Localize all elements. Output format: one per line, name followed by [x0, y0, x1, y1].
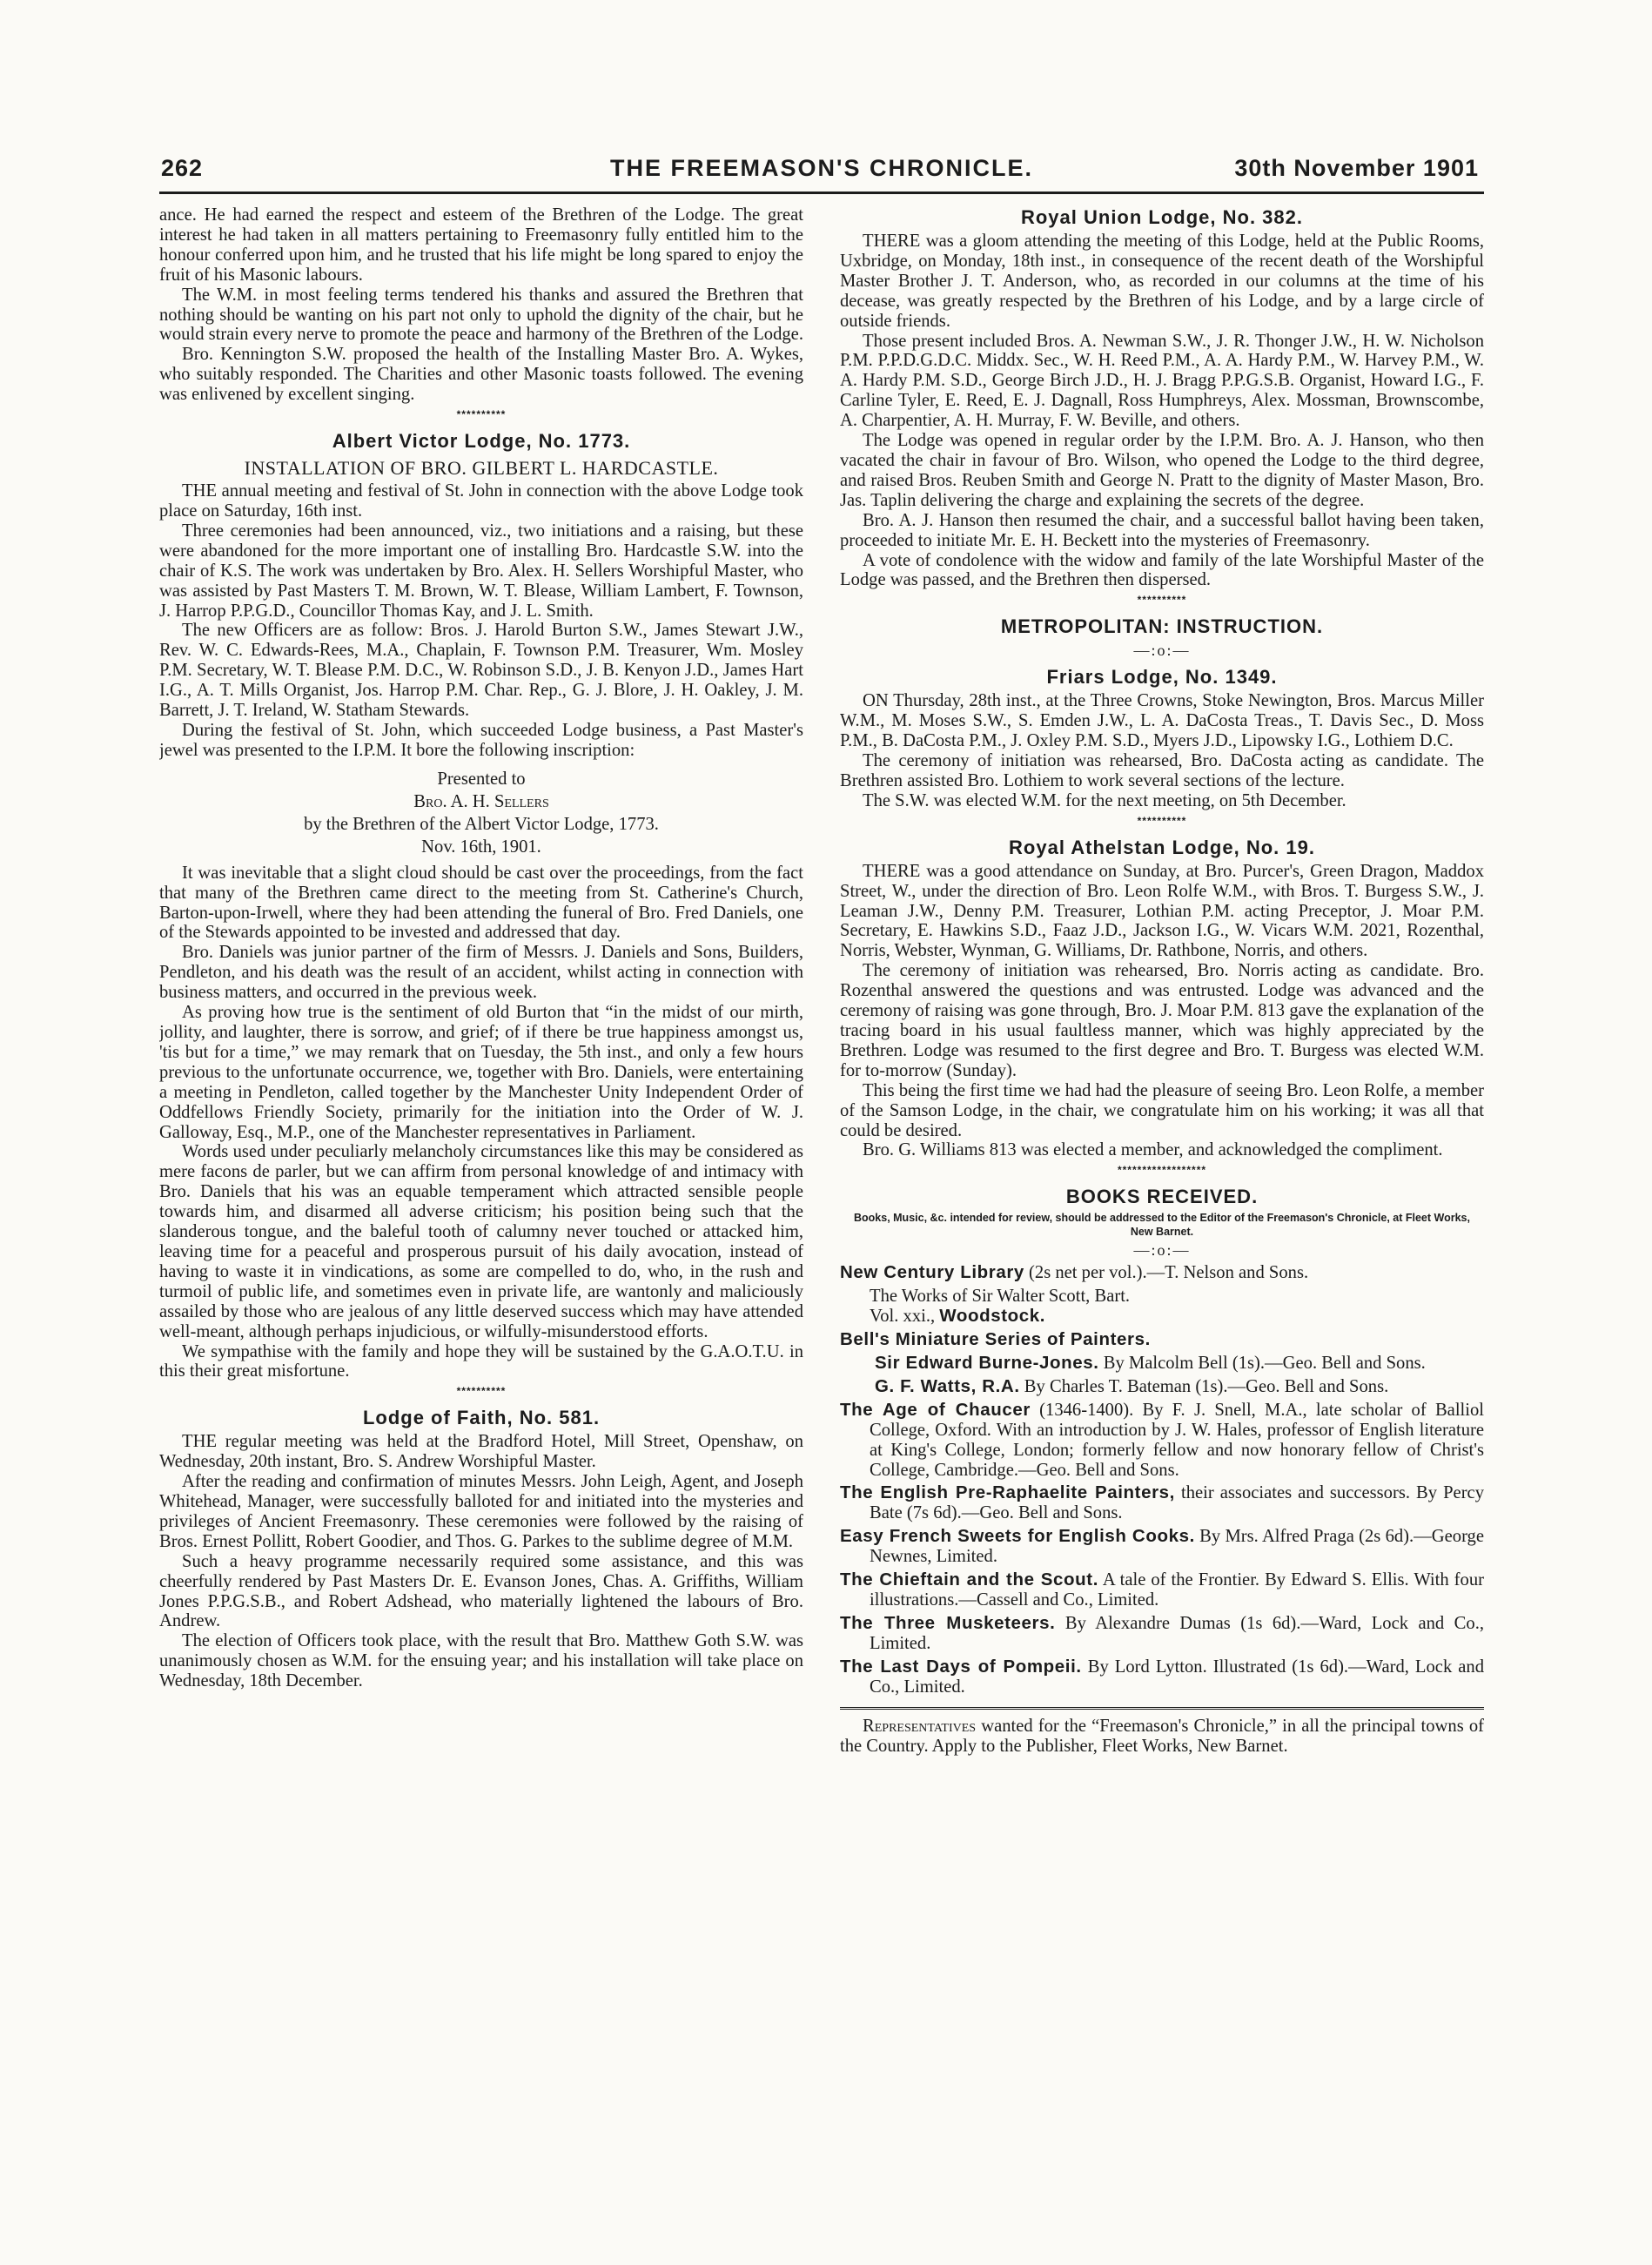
book-title: Sir Edward Burne-Jones. — [875, 1352, 1099, 1373]
book-entry — [840, 1570, 1484, 1610]
section-divider: ********** — [456, 408, 507, 421]
paragraph: It was inevitable that a slight cloud should be cast over the proceedings, from the fact that many of the Brethren came direct to the meeting from St. Catherine's Church, Barton-upon-Irwell, where they had been attending the funeral of Bro. Fred Daniels, one of the Stewards appointed to be invested and addressed that day. — [159, 863, 803, 943]
book-details: (1346-1400). By F. J. Snell, M.A., late scholar of Balliol College, Oxford. With an introduction by J. W. Hales, professor of English literature at King's College, London; formerly fellow and now honorary fellow of Christ's College, Cambridge.—Geo. Bell and Sons. — [870, 1400, 1484, 1480]
book-title: New Century Library — [840, 1262, 1024, 1283]
article-subtitle: INSTALLATION OF BRO. GILBERT L. HARDCASTLE. — [244, 457, 719, 480]
book-entry-sub — [840, 1307, 1484, 1327]
paragraph: Bro. Daniels was junior partner of the firm of Messrs. J. Daniels and Sons, Builders, Pendleton, and his death was the result of an accident, whilst acting in connection with business matters, and occurred in the previous week. — [159, 943, 803, 1003]
book-details: their associates and successors. By Percy Bate (7s 6d).—Geo. Bell and Sons. — [870, 1483, 1484, 1523]
book-title: The Age of Chaucer — [840, 1399, 1031, 1420]
paragraph: The new Officers are as follow: Bros. J. Harold Burton S.W., James Stewart J.W., Rev. W. C. Edwards-Rees, M.A., Chaplain, F. Townson P.M. Treasurer, Wm. Mosley P.M. Secretary, W. T. Blease P.M. D.C., W. Robinson S.D., J. B. Kenyon J.D., James Hart I.G., A. T. Mills Organist, Jos. Harrop P.M. Char. Rep., G. J. Blore, J. H. Oakley, J. M. Barrett, J. T. Ireland, W. Statham Stewards. — [159, 621, 803, 721]
publication-title: THE FREEMASON'S CHRONICLE. — [610, 155, 1033, 181]
paragraph: Bro. A. J. Hanson then resumed the chair, and a successful ballot having been taken, proceeded to initiate Mr. E. H. Beckett into the mysteries of Freemasonry. — [840, 510, 1484, 550]
books-review-note: Books, Music, &c. intended for review, should be addressed to the Editor of the Freemason's Chronicle, at Fleet Works, New Barnet. — [854, 1212, 1470, 1239]
book-title: The English Pre-Raphaelite Painters, — [840, 1482, 1175, 1503]
book-details: A tale of the Frontier. By Edward S. Ellis. With four illustrations.—Cassell and Co., Limited. — [870, 1570, 1484, 1610]
ornament-separator: —:o:— — [1133, 1241, 1191, 1260]
section-divider: ****************** — [1117, 1164, 1207, 1177]
paragraph: THE regular meeting was held at the Bradford Hotel, Mill Street, Openshaw, on Wednesday, 20th instant, Bro. S. Andrew Worshipful Master. — [159, 1432, 803, 1472]
book-title: The Chieftain and the Scout. — [840, 1569, 1099, 1590]
paragraph: Three ceremonies had been announced, viz., two initiations and a raising, but these were abandoned for the more important one of installing Bro. Hardcastle S.W. into the chair of K.S. The work was undertaken by Bro. Alex. H. Sellers Worshipful Master, who was assisted by Past Masters T. M. Brown, W. T. Blease, William Lambert, F. Townson, J. Harrop P.P.G.D., Councillor Thomas Kay, and J. L. Smith. — [159, 521, 803, 621]
representatives-notice — [840, 1717, 1484, 1757]
book-entry — [840, 1263, 1484, 1283]
paragraph: Words used under peculiarly melancholy circumstances like this may be considered as mere facons de parler, but we can affirm from personal knowledge of and intimacy with Bro. Daniels that his was an equable temperament which attracted sensible people towards him, and disarmed all adverse criticism; his position being such that the slanderous tongue, and the baleful tooth of calumny never touched or attacked him, leaving time for a peaceful and prosperous pursuit of his daily avocation, instead of having to waste it in vindications, as some are compelled to do, who, in the rush and turmoil of public life, and sometimes even in private life, are wantonly and maliciously assailed by those who are jealous of any little deserved success which may have attended well-meant, although perhaps injudicious, or wilfully-misunderstood efforts. — [159, 1142, 803, 1341]
inscription-line: Bro. A. H. Sellers — [413, 791, 549, 811]
paragraph: This being the first time we had had the pleasure of seeing Bro. Leon Rolfe, a member of the Samson Lodge, in the chair, we congratulate him on his working; it was all that could be desired. — [840, 1080, 1484, 1140]
notice-text: wanted for the “Freemason's Chronicle,” in all the principal towns of the Country. Apply to the Publisher, Fleet Works, New Barnet. — [840, 1717, 1484, 1757]
paragraph: The election of Officers took place, with the result that Bro. Matthew Goth S.W. was unanimously chosen as W.M. for the ensuing year; and his installation will take place on Wednesday, 18th December. — [159, 1631, 803, 1691]
paragraph: The W.M. in most feeling terms tendered his thanks and assured the Brethren that nothing should be wanting on his part not only to uphold the dignity of the chair, but he would strain every nerve to promote the peace and harmony of the Brethren of the Lodge. — [159, 285, 803, 345]
article-title-royal-union: Royal Union Lodge, No. 382. — [1020, 206, 1304, 228]
book-details: (2s net per vol.).—T. Nelson and Sons. — [1024, 1263, 1309, 1283]
paragraph: ance. He had earned the respect and esteem of the Brethren of the Lodge. The great interest he had taken in all matters pertaining to Freemasonry fully entitled him to the honour conferred upon him, and he trusted that his life might be long spared to enjoy the fruit of his Masonic labours. — [159, 205, 803, 285]
section-divider: ********** — [1137, 594, 1187, 607]
book-entry — [840, 1354, 1484, 1374]
book-entry — [840, 1483, 1484, 1523]
book-series-title: Bell's Miniature Series of Painters. — [840, 1329, 1151, 1350]
book-title: The Last Days of Pompeii. — [840, 1656, 1082, 1677]
book-details: Vol. xxi., — [870, 1307, 940, 1327]
book-details: The Works of Sir Walter Scott, Bart. — [870, 1287, 1131, 1307]
book-entry — [840, 1401, 1484, 1481]
paragraph: The Lodge was opened in regular order by the I.P.M. Bro. A. J. Hanson, who then vacated the chair in favour of Bro. Wilson, who opened the Lodge to the third degree, and raised Bros. Reuben Smith and George N. Pratt to the dignity of Master Mason, Bro. Jas. Taplin delivering the charge and explaining the secrets of the degree. — [840, 431, 1484, 510]
double-rule — [840, 1707, 1484, 1710]
paragraph: The ceremony of initiation was rehearsed, Bro. DaCosta acting as candidate. The Brethren assisted Bro. Lothiem to work several sections of the lecture. — [840, 751, 1484, 790]
paragraph: A vote of condolence with the widow and family of the late Worshipful Master of the Lodge was passed, and the Brethren then dispersed. — [840, 550, 1484, 590]
book-details: By Lord Lytton. Illustrated (1s 6d).—Ward, Lock and Co., Limited. — [870, 1657, 1484, 1697]
paragraph: We sympathise with the family and hope they will be sustained by the G.A.O.T.U. in this their great misfortune. — [159, 1341, 803, 1381]
section-title-metropolitan: METROPOLITAN: INSTRUCTION. — [1000, 615, 1324, 638]
inscription-line: by the Brethren of the Albert Victor Lodge, 1773. — [304, 814, 659, 834]
book-details: By Charles T. Bateman (1s).—Geo. Bell and Sons. — [1019, 1376, 1389, 1396]
paragraph: As proving how true is the sentiment of old Burton that “in the midst of our mirth, jollity, and laughter, there is sorrow, and grief; of if there be true happiness amongst us, 'tis but for a time,” we may remark that on Tuesday, the 5th inst., and only a few hours previous to the unfortunate occurrence, we, together with Bro. Daniels, were entertaining a meeting in Pendleton, called together by the Manchester Unity Independent Order of Oddfellows Friendly Society, primarily for the initiation into the Order of W. J. Galloway, Esq., M.P., one of the Manchester representatives in Parliament. — [159, 1003, 803, 1142]
book-entry — [840, 1614, 1484, 1654]
ornament-separator: —:o:— — [1133, 642, 1191, 660]
book-entry — [840, 1527, 1484, 1567]
paragraph: THE annual meeting and festival of St. John in connection with the above Lodge took place on Saturday, 16th inst. — [159, 481, 803, 521]
book-title: Easy French Sweets for English Cooks. — [840, 1526, 1195, 1547]
section-divider: ********** — [456, 1385, 507, 1398]
book-title: G. F. Watts, R.A. — [875, 1375, 1020, 1396]
book-title: The Three Musketeers. — [840, 1612, 1056, 1633]
inscription-line: Presented to — [437, 769, 526, 789]
jewel-inscription — [159, 768, 803, 858]
paragraph: Such a heavy programme necessarily required some assistance, and this was cheerfully rendered by Past Masters Dr. E. Evanson Jones, Chas. A. Griffiths, William Jones P.P.G.S.B., and Robert Adshead, who materially lightened the labours of Bro. Andrew. — [159, 1551, 803, 1631]
issue-date: 30th November 1901 — [1234, 155, 1479, 181]
section-divider: ********** — [1137, 814, 1187, 827]
book-details: By Mrs. Alfred Praga (2s 6d).—George Newnes, Limited. — [870, 1527, 1484, 1567]
paragraph: The S.W. was elected W.M. for the next meeting, on 5th December. — [863, 790, 1346, 810]
paragraph: The ceremony of initiation was rehearsed, Bro. Norris acting as candidate. Bro. Rozenthal answered the questions and was entrusted. Lodge was advanced and the ceremony of raising was gone through, Bro. J. Moar P.M. 813 gave the explanation of the tracing board in his usual faultless manner, which was highly appreciated by the Brethren. Lodge was resumed to the first degree and Bro. T. Burgess was elected W.M. for to-morrow (Sunday). — [840, 961, 1484, 1080]
book-entry — [840, 1657, 1484, 1697]
book-entry-sub — [840, 1287, 1484, 1307]
book-entry — [840, 1330, 1484, 1350]
article-title-friars: Friars Lodge, No. 1349. — [1046, 666, 1278, 689]
paragraph: Bro. Kennington S.W. proposed the health of the Installing Master Bro. A. Wykes, who suitably responded. The Charities and other Masonic toasts followed. The evening was enlivened by excellent singing. — [159, 345, 803, 405]
article-title-albert-victor: Albert Victor Lodge, No. 1773. — [332, 430, 631, 453]
section-title-books-received: BOOKS RECEIVED. — [1065, 1186, 1259, 1208]
paragraph: THERE was a gloom attending the meeting of this Lodge, held at the Public Rooms, Uxbridge, on Monday, 18th inst., in consequence of the recent death of the Worshipful Master Brother J. T. Anderson, who, as recorded in our columns at the time of his decease, was greatly respected by the Brethren of his Lodge, and by a large circle of outside friends. — [840, 232, 1484, 331]
paragraph: After the reading and confirmation of minutes Messrs. John Leigh, Agent, and Joseph Whitehead, Manager, were successfully balloted for and initiated into the mysteries and privileges of Ancient Freemasonry. These ceremonies were followed by the raising of Bros. Ernest Pollitt, Robert Goodier, and Thos. G. Parkes to the sublime degree of M.M. — [159, 1472, 803, 1551]
paragraph: Those present included Bros. A. Newman S.W., J. R. Thonger J.W., H. W. Nicholson P.M. P.P.D.G.D.C. Middx. Sec., W. H. Reed P.M., A. A. Hardy P.M., W. Harvey P.M., W. A. Hardy P.M. S.D., George Birch J.D., H. J. Bragg P.P.G.S.B. Organist, Howard I.G., F. Carline Tyler, E. Reed, E. J. Dagnall, Ross Humphreys, Alex. Mossman, Brownscombe, A. Charpentier, A. H. Murray, F. W. Beville, and others. — [840, 331, 1484, 431]
book-details: By Alexandre Dumas (1s 6d).—Ward, Lock and Co., Limited. — [870, 1613, 1484, 1653]
masthead — [159, 150, 1484, 194]
paragraph: During the festival of St. John, which succeeded Lodge business, a Past Master's jewel was presented to the I.P.M. It bore the following inscription: — [159, 720, 803, 760]
paragraph: ON Thursday, 28th inst., at the Three Crowns, Stoke Newington, Bros. Marcus Miller W.M., M. Moses S.W., S. Emden J.W., L. A. DaCosta Treas., T. Davis Sec., D. Moss P.M., B. DaCosta P.M., J. Oxley P.M. S.D., Myers J.D., Lipowsky I.G., Lothiem D.C. — [840, 691, 1484, 751]
right-column — [840, 205, 1484, 2208]
book-entry — [840, 1377, 1484, 1397]
paragraph: Bro. G. Williams 813 was elected a member, and acknowledged the compliment. — [863, 1140, 1443, 1160]
book-details: By Malcolm Bell (1s).—Geo. Bell and Sons. — [1098, 1353, 1426, 1373]
notice-lead: Representatives — [863, 1717, 977, 1737]
article-title-lodge-of-faith: Lodge of Faith, No. 581. — [362, 1407, 601, 1429]
article-title-royal-athelstan: Royal Athelstan Lodge, No. 19. — [1009, 836, 1315, 858]
paragraph: THERE was a good attendance on Sunday, at Bro. Purcer's, Green Dragon, Maddox Street, W., under the direction of Bro. Leon Rolfe W.M., with Bros. T. Burgess S.W., J. Leaman J.W., Denny P.M. Treasurer, Lothian P.M. acting Preceptor, J. Moar P.M. Secretary, E. Hawkins S.D., Faaz J.D., Jackson I.G., W. Vicars W.M. 2021, Rozenthal, Norris, Webster, Wynman, G. Williams, Dr. Rathbone, Norris, and others. — [840, 861, 1484, 961]
left-column — [159, 205, 803, 2208]
book-title: Woodstock. — [939, 1306, 1046, 1327]
inscription-line: Nov. 16th, 1901. — [421, 837, 541, 857]
page-number: 262 — [161, 155, 204, 181]
